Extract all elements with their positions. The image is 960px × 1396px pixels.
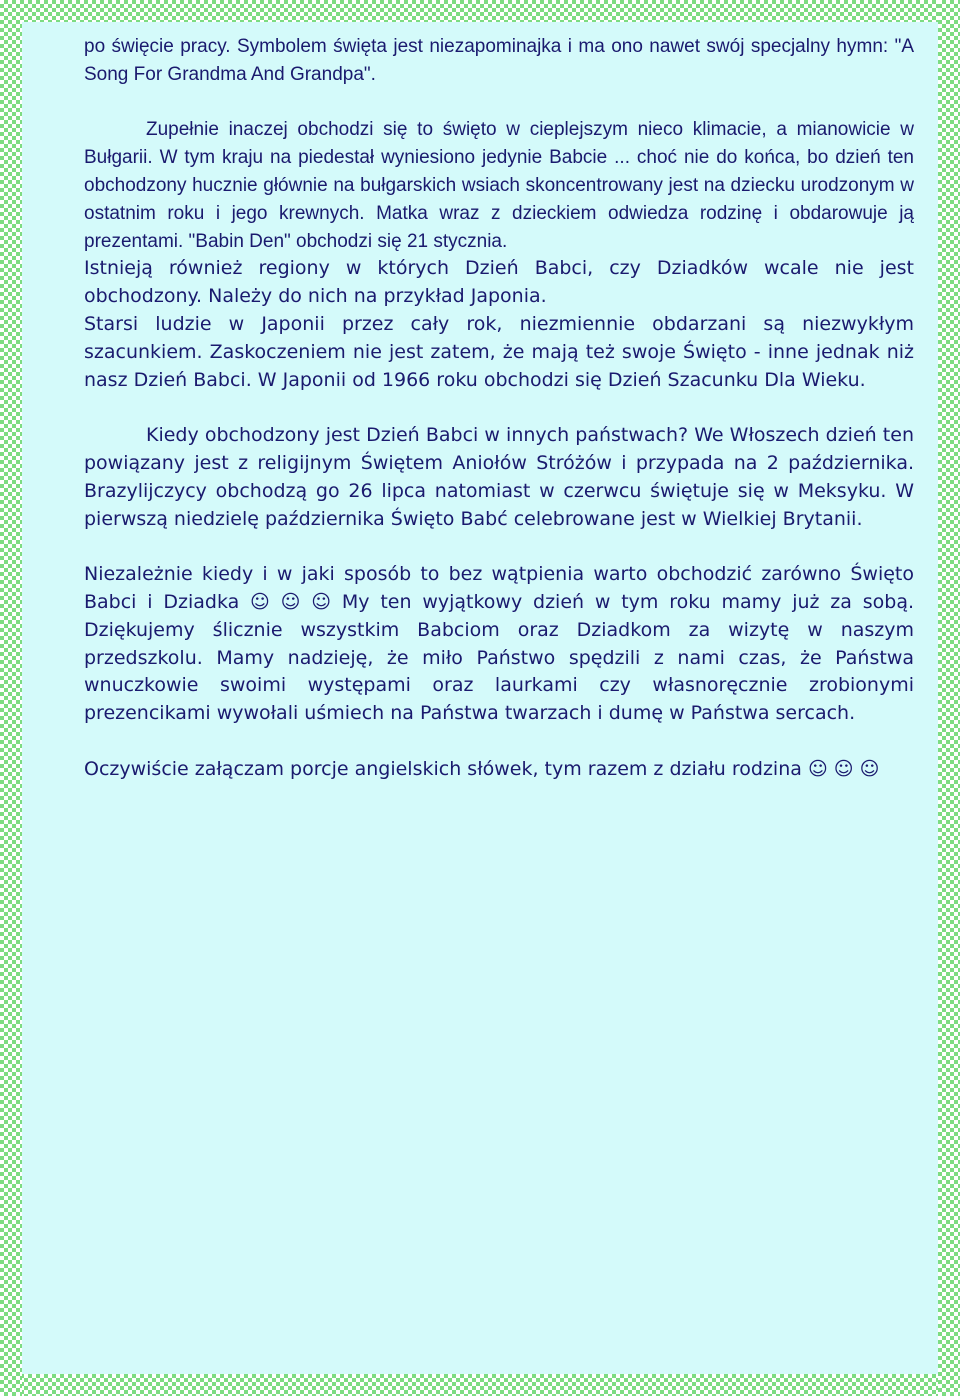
paragraph-japan: Starsi ludzie w Japonii przez cały rok, niezmiennie obdarzani są niezwykłym szacunkiem. Zaskoczeniem nie jest zatem, że mają też swoje Święto - inne jednak niż nasz Dzień Babci. W Japonii od 1966 roku obchodzi się Dzień Szacunku Dla Wieku.	[84, 312, 914, 391]
checkered-border-right	[938, 0, 960, 1396]
paragraph-regions-not-celebrated: Istnieją również regiony w których Dzień Babci, czy Dziadków wcale nie jest obchodzony. Należy do nich na przykład Japonia.	[84, 257, 914, 308]
checkered-border-top	[0, 0, 960, 22]
article-body	[84, 33, 914, 784]
paragraph-thank-you: Niezależnie kiedy i w jaki sposób to bez wątpienia warto obchodzić zarówno Święto Babci i Dziadka ☺ ☺ ☺ My ten wyjątkowy dzień w tym roku mamy już za sobą. Dziękujemy ślicznie wszystkim Babciom oraz Dziadkom za wizytę w naszym przedszkolu. Mamy nadzieję, że miło Państwo spędzili z nami czas, że Państwa wnuczkowie swoimi występami oraz laurkami czy własnoręcznie zrobionymi prezencikami wywołali uśmiech na Państwa twarzach i dumę w Państwa sercach.	[84, 563, 914, 725]
paragraph-bulgaria	[84, 116, 914, 255]
paragraph-english-words: Oczywiście załączam porcje angielskich słówek, tym razem z działu rodzina ☺ ☺ ☺	[84, 757, 880, 780]
checkered-border-left	[0, 0, 22, 1396]
paragraph-other-countries: Kiedy obchodzony jest Dzień Babci w innych państwach? We Włoszech dzień ten powiązany jest z religijnym Świętem Aniołów Stróżów i przypada na 2 października. Brazylijczycy obchodzą go 26 lipca natomiast w czerwcu świętuje się w Meksyku. W pierwszą niedzielę października Święto Babć celebrowane jest w Wielkiej Brytanii.	[84, 424, 914, 530]
checkered-border-bottom	[0, 1374, 960, 1396]
paragraph-grandparents-day-hymn: po święcie pracy. Symbolem święta jest niezapominajka i ma ono nawet swój specjalny hymn: "A Song For Grandma And Grandpa".	[84, 36, 914, 85]
paragraph-bulgaria-text: Zupełnie inaczej obchodzi się to święto w cieplejszym nieco klimacie, a mianowicie w Bułgarii. W tym kraju na piedestał wyniesiono jedynie Babcie ... choć nie do końca, bo dzień ten obchodzony hucznie głównie na bułgarskich wsiach skoncentrowany jest na dziecku urodzonym w ostatnim roku i jego krewnych. Matka wraz z dzieckiem odwiedza rodzinę i obdarowuje ją prezentami. "Babin Den" obchodzi się 21 stycznia.	[84, 119, 914, 252]
